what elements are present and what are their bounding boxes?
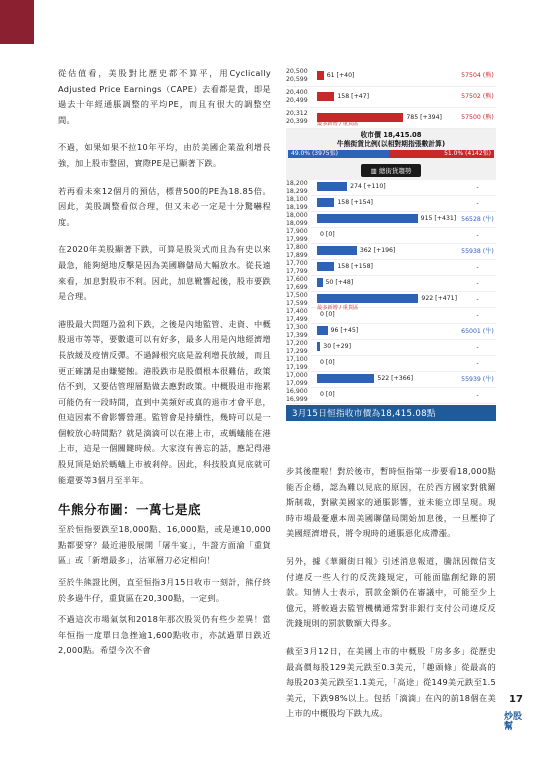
paragraph: 港股最大問題乃盈利下跌，之後是內地監管、走資、中概股退市等等，要數還可以有好多，最多人用是內地經濟增長放緩及疫情反彈。不過歸根究底是盈利增長放緩，而且更正確講是由賺變蝕。港股跌市是股價根本很難估，政策估不到，又要估管理層點做去應對政策。中概股退市拖累可能仍有一段時間，直到中美頻好或真的退市才會平息，但這因素不會影響營運。監管會是持續性，幾時可以是一個較放心時間點？就是滴滴可以在港上市，或螞蟻能在港上市，這是一個關鍵時候。大家沒有善忘的話，應記得港股見頂是始於螞蟻上市被剎停。因此，科技股真見底就可能還要等3個月至半年。 (58, 318, 271, 485)
bar-area (317, 228, 459, 242)
price-range-label: 20,312 20,399 (286, 110, 308, 125)
chart-icon: ▥ (370, 167, 379, 175)
left-column (58, 66, 271, 665)
ratio-title: 牛熊街貨比例(以相對期指張數計算) (336, 139, 446, 148)
chart-row (286, 308, 496, 324)
price-range-label: 17,100 17,199 (286, 356, 308, 371)
chart-row (286, 196, 496, 212)
warrant-code-label: 56528 (牛) (461, 216, 494, 223)
warrant-code-label: - (476, 312, 479, 319)
chart-row (286, 212, 496, 228)
bar-value-label: 61 [+40] (326, 72, 355, 79)
chart-row (286, 340, 496, 356)
warrant-code-label: 57504 (熊) (461, 72, 494, 79)
bar-value-label: 922 [+471] (421, 295, 458, 302)
close-price-label: 收市價 18,415.08 (360, 131, 422, 139)
right-column (286, 464, 496, 734)
ratio-bar (288, 150, 494, 158)
paragraph: 若再看未來12個月的預估，標普500的PE為18.85倍。因此，美股調整看似合理，但又未必一定是十分驚嚇程度。 (58, 185, 271, 227)
bar-area (317, 372, 459, 386)
bull-bar (317, 326, 328, 335)
price-range-label: 17,800 17,899 (286, 244, 308, 259)
warrant-code-label: 55938 (牛) (461, 248, 494, 255)
paragraph: 從估值看，美股對比歷史都不算平，用Cyclically Adjusted Price Earnings（CAPE）去看都是貴，即是過去十年經通脹調整的平均PE，而且有很大的調整空間。 (58, 68, 271, 125)
bull-bar (317, 246, 357, 255)
price-range-label: 18,000 18,099 (286, 212, 308, 227)
chart-row (286, 292, 496, 311)
bar-area (317, 68, 459, 83)
warrant-code-label: - (476, 184, 479, 191)
price-range-label: 20,500 20,599 (286, 68, 308, 83)
price-range-label: 17,600 17,699 (286, 276, 308, 291)
bar-area (317, 180, 459, 194)
bar-area (317, 340, 459, 354)
warrant-code-label: - (476, 392, 479, 399)
bar-value-label: 0 [0] (320, 311, 335, 318)
page-number: 17 (509, 694, 523, 705)
heavy-zone-note: 最多新增 / 重貨區 (317, 305, 359, 311)
brand-logo: 炒股幫 (504, 712, 523, 732)
bull-bar (317, 374, 374, 383)
chart-caption: 3月15日恒指收市價為18,415.08點 (286, 405, 496, 421)
price-range-label: 17,400 17,499 (286, 308, 308, 323)
warrant-code-label: - (476, 200, 479, 207)
bear-bar (317, 92, 334, 101)
chart-row (286, 260, 496, 276)
bar-value-label: 158 [+47] (337, 93, 370, 100)
bar-value-label: 915 [+431] (420, 215, 457, 222)
bull-bar (317, 342, 320, 351)
warrant-code-label: - (476, 360, 479, 367)
corner-accent (0, 0, 34, 44)
warrant-code-label: 57502 (熊) (461, 93, 494, 100)
bull-bar (317, 262, 334, 271)
price-range-label: 17,500 17,599 (286, 292, 308, 307)
price-range-label: 16,900 16,999 (286, 388, 308, 403)
chart-middle-panel (286, 129, 496, 180)
bar-value-label: 50 [+48] (325, 279, 354, 286)
bear-rows (286, 66, 496, 129)
paragraph: 不過，如果如果不拉10年平均，由於美國企業盈利增長強，加上股市整固，實際PE是已顯著下跌。 (58, 142, 271, 168)
chart-row (286, 372, 496, 388)
warrant-code-label: 65001 (牛) (461, 328, 494, 335)
bar-value-label: 274 [+110] (350, 183, 386, 190)
warrant-code-label: 57500 (熊) (461, 114, 494, 121)
price-range-label: 17,900 17,999 (286, 228, 308, 243)
bear-ratio: 51.0% (4142張) (389, 150, 494, 158)
bull-bar (317, 278, 323, 287)
bear-bar (317, 71, 324, 80)
heavy-zone-note: 最多新增 / 重貨區 (317, 121, 359, 127)
bar-value-label: 96 [+45] (330, 327, 359, 334)
chart-row (286, 66, 496, 87)
paragraph: 不過這次市場氣氛和2018年那次股災仍有些少差異！當年恒指一度單日急挫逾1,600點收市，亦試過單日跌近2,000點。希望今次不會 (58, 614, 271, 656)
bar-value-label: 362 [+196] (359, 247, 396, 254)
paragraph: 截至3月12日，在美國上市的中概股「房多多」從歷史最高價每股129美元跌至0.3美元，「趣頭條」從最高的每股203美元跌至1.1美元，「高途」從149美元跌至1.5美元，下跌98%以上。包括「滴滴」在內的前18個在美上市的中概股均下跌九成。 (286, 645, 496, 719)
bar-value-label: 0 [0] (320, 391, 335, 398)
bull-rows (286, 180, 496, 404)
chart-row (286, 324, 496, 340)
bull-bear-chart (286, 66, 496, 421)
bar-value-label: 0 [0] (320, 359, 335, 366)
bar-value-label: 30 [+29] (323, 343, 352, 350)
chart-row (286, 87, 496, 108)
warrant-code-label: 55939 (牛) (461, 376, 494, 383)
price-range-label: 18,200 18,299 (286, 180, 308, 195)
trend-button[interactable] (361, 164, 422, 177)
chart-row (286, 388, 496, 404)
chart-row (286, 244, 496, 260)
bar-value-label: 522 [+366] (377, 375, 414, 382)
chart-row (286, 108, 496, 129)
bar-area (317, 308, 459, 322)
chart-row (286, 180, 496, 196)
trend-button-label: 總街貨趨勢 (378, 167, 412, 175)
warrant-code-label: - (476, 232, 479, 239)
price-range-label: 17,700 17,799 (286, 260, 308, 275)
bull-ratio: 49.0% (3975張) (288, 150, 389, 158)
paragraph: 至於牛熊證比例，直至恒指3月15日收市一刻計，熊仔終於多過牛仔，重貨區在20,300點，一定到。 (58, 577, 271, 603)
price-range-label: 17,200 17,299 (286, 340, 308, 355)
chart-row (286, 276, 496, 292)
warrant-code-label: - (476, 296, 479, 303)
bar-value-label: 785 [+394] (406, 114, 442, 121)
bar-area (317, 89, 459, 104)
bar-area (317, 324, 459, 338)
bar-area (317, 244, 459, 258)
price-range-label: 17,300 17,399 (286, 324, 308, 339)
bar-value-label: 158 [+158] (337, 263, 373, 270)
bar-area (317, 212, 459, 226)
chart-row (286, 228, 496, 244)
chart-row (286, 356, 496, 372)
price-range-label: 18,100 18,199 (286, 196, 308, 211)
paragraph: 至於恒指要跌至18,000點、16,000點，或是連10,000點都要穿？最近港股展開「屠牛宴」，牛證方面淪「重貨區」或「新增最多」，沽軍層刀必定相向！ (58, 524, 271, 566)
bull-bar (317, 198, 334, 207)
paragraph: 在2020年美股顯著下跌，可算是股災式而且為有史以來最急，能夠絕地反擊是因為美國聯儲局大幅放水。從長遠來看，加息對股市不利。因此，加息靴響起後，股市要跌是合理。 (58, 244, 271, 302)
paragraph: 另外，據《華爾街日報》引述消息報道，騰訊因微信支付違反一些人行的反洗錢規定，可能面臨創紀錄的罰款。知情人士表示，罰款金額仍在審議中，可能至少上億元，將較過去監管機構通常對非銀行支付公司違反反洗錢規則的罰款數額大得多。 (286, 555, 496, 629)
bar-value-label: 158 [+154] (337, 199, 373, 206)
bull-bar (317, 214, 418, 223)
price-range-label: 20,400 20,499 (286, 89, 308, 104)
price-range-label: 17,000 17,099 (286, 372, 308, 387)
bull-bar (317, 294, 418, 303)
bar-area (317, 356, 459, 370)
bar-area (317, 260, 459, 274)
warrant-code-label: - (476, 344, 479, 351)
bar-area (317, 388, 459, 402)
bar-value-label: 0 [0] (320, 231, 335, 238)
bar-area (317, 276, 459, 290)
bull-bar (317, 182, 347, 191)
warrant-code-label: - (476, 280, 479, 287)
warrant-code-label: - (476, 264, 479, 271)
section-title: 牛熊分布圖：一萬七是底 (58, 502, 202, 518)
paragraph: 步其後塵啦！對於後市，暫時恒指第一步要看18,000點能否企穩，認為難以見底的原因，在於西方國家對俄羅斯制裁，對歐美國家的通脹影響，並未能立即呈現。現時市場最憂慮本周美國聯儲局開始加息後，一旦壓抑了美國經濟增長，將令現時的通脹惡化成滯漲。 (286, 466, 496, 539)
bar-area (317, 196, 459, 210)
